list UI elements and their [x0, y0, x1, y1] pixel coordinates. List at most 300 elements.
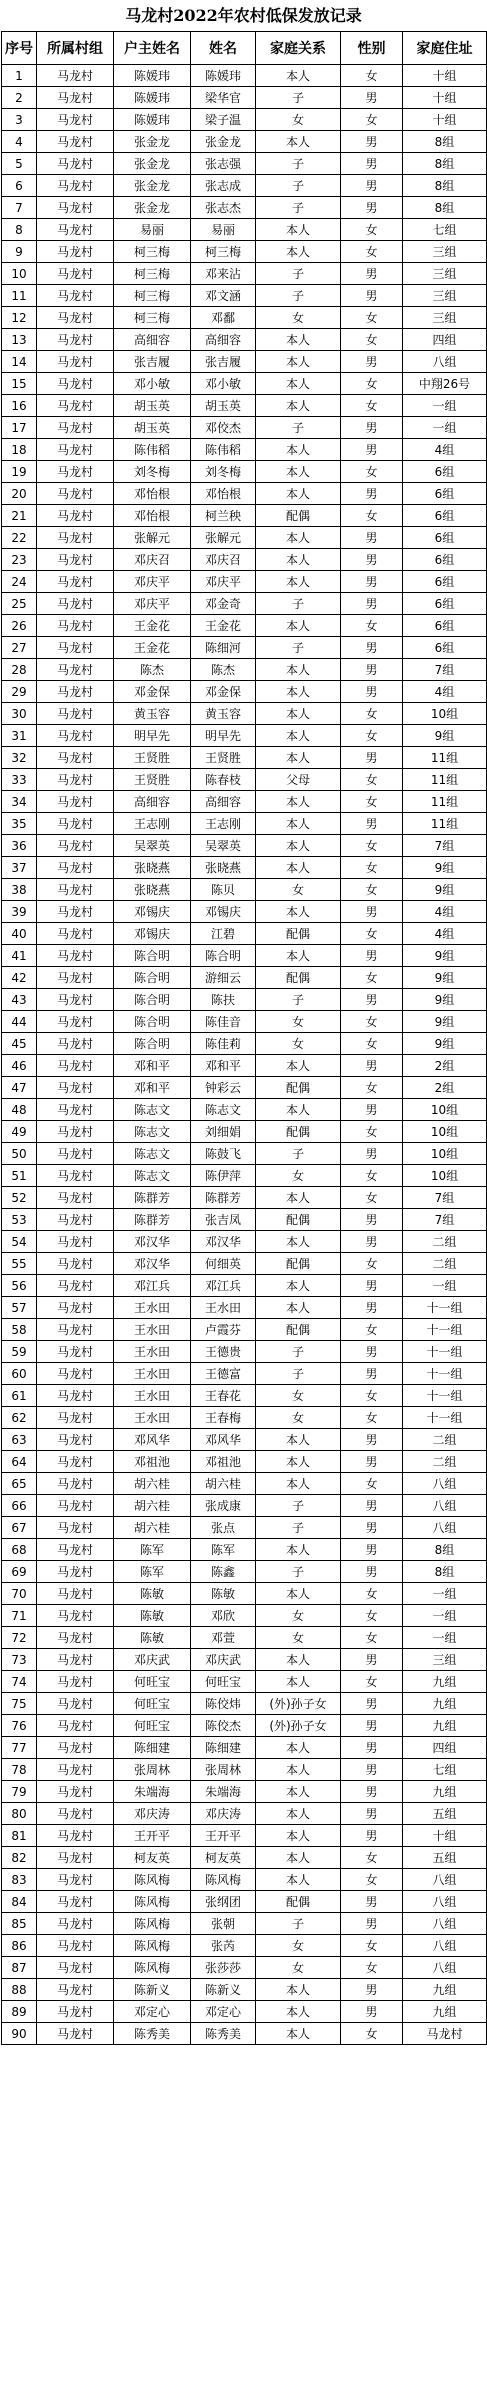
table-row	[2, 329, 487, 351]
table-row	[2, 505, 487, 527]
cell-gender: 女	[341, 1121, 403, 1143]
cell-gender: 女	[341, 461, 403, 483]
cell-name: 陈佳音	[191, 1011, 256, 1033]
cell-relation: 本人	[256, 65, 341, 87]
cell-address: 8组	[403, 175, 487, 197]
cell-seq: 43	[2, 989, 37, 1011]
cell-seq: 48	[2, 1099, 37, 1121]
cell-householder: 柯友英	[114, 1847, 191, 1869]
cell-village-group: 马龙村	[37, 1451, 114, 1473]
cell-address: 八组	[403, 1473, 487, 1495]
cell-village-group: 马龙村	[37, 1429, 114, 1451]
cell-village-group: 马龙村	[37, 901, 114, 923]
cell-name: 邓祖池	[191, 1451, 256, 1473]
cell-gender: 女	[341, 1011, 403, 1033]
cell-name: 陈佼杰	[191, 1715, 256, 1737]
cell-gender: 男	[341, 549, 403, 571]
cell-address: 十组	[403, 87, 487, 109]
table-row	[2, 1825, 487, 1847]
cell-seq: 72	[2, 1627, 37, 1649]
table-row	[2, 1649, 487, 1671]
cell-village-group: 马龙村	[37, 1891, 114, 1913]
cell-householder: 陈风梅	[114, 1913, 191, 1935]
cell-seq: 17	[2, 417, 37, 439]
cell-name: 陈细河	[191, 637, 256, 659]
cell-householder: 邓庆平	[114, 571, 191, 593]
cell-seq: 61	[2, 1385, 37, 1407]
cell-village-group: 马龙村	[37, 1363, 114, 1385]
cell-address: 八组	[403, 1869, 487, 1891]
cell-seq: 57	[2, 1297, 37, 1319]
cell-name: 刘细娟	[191, 1121, 256, 1143]
cell-gender: 男	[341, 1517, 403, 1539]
cell-village-group: 马龙村	[37, 747, 114, 769]
cell-address: 三组	[403, 307, 487, 329]
cell-village-group: 马龙村	[37, 351, 114, 373]
cell-householder: 张晓燕	[114, 879, 191, 901]
cell-householder: 胡玉英	[114, 417, 191, 439]
cell-householder: 陈志文	[114, 1143, 191, 1165]
cell-relation: 配偶	[256, 1209, 341, 1231]
cell-village-group: 马龙村	[37, 263, 114, 285]
cell-name: 陈杰	[191, 659, 256, 681]
cell-householder: 易丽	[114, 219, 191, 241]
cell-relation: 本人	[256, 527, 341, 549]
cell-relation: 本人	[256, 1759, 341, 1781]
cell-relation: 子	[256, 1495, 341, 1517]
cell-gender: 女	[341, 1627, 403, 1649]
cell-gender: 女	[341, 791, 403, 813]
cell-village-group: 马龙村	[37, 681, 114, 703]
cell-seq: 7	[2, 197, 37, 219]
cell-seq: 44	[2, 1011, 37, 1033]
cell-seq: 24	[2, 571, 37, 593]
cell-relation: 女	[256, 1935, 341, 1957]
table-row	[2, 2001, 487, 2023]
cell-seq: 1	[2, 65, 37, 87]
cell-village-group: 马龙村	[37, 615, 114, 637]
table-row	[2, 439, 487, 461]
cell-name: 邓江兵	[191, 1275, 256, 1297]
cell-householder: 张金龙	[114, 197, 191, 219]
cell-relation: 本人	[256, 1275, 341, 1297]
cell-village-group: 马龙村	[37, 175, 114, 197]
cell-address: 三组	[403, 241, 487, 263]
cell-householder: 陈伟稻	[114, 439, 191, 461]
cell-householder: 柯三梅	[114, 285, 191, 307]
cell-name: 张志成	[191, 175, 256, 197]
cell-seq: 5	[2, 153, 37, 175]
cell-village-group: 马龙村	[37, 131, 114, 153]
cell-householder: 张晓燕	[114, 857, 191, 879]
cell-householder: 王开平	[114, 1825, 191, 1847]
table-row	[2, 1759, 487, 1781]
page-title: 马龙村2022年农村低保发放记录	[125, 6, 362, 25]
cell-address: 8组	[403, 153, 487, 175]
cell-address: 三组	[403, 285, 487, 307]
cell-gender: 男	[341, 417, 403, 439]
cell-seq: 59	[2, 1341, 37, 1363]
cell-relation: 子	[256, 197, 341, 219]
table-row	[2, 945, 487, 967]
cell-relation: 本人	[256, 1583, 341, 1605]
cell-relation: 配偶	[256, 505, 341, 527]
cell-address: 三组	[403, 263, 487, 285]
table-row	[2, 901, 487, 923]
cell-address: 6组	[403, 461, 487, 483]
table-row	[2, 285, 487, 307]
cell-seq: 68	[2, 1539, 37, 1561]
cell-gender: 女	[341, 615, 403, 637]
cell-village-group: 马龙村	[37, 769, 114, 791]
cell-seq: 82	[2, 1847, 37, 1869]
cell-relation: 配偶	[256, 1121, 341, 1143]
cell-address: 十一组	[403, 1385, 487, 1407]
cell-householder: 陈合明	[114, 989, 191, 1011]
cell-seq: 54	[2, 1231, 37, 1253]
cell-householder: 陈志文	[114, 1121, 191, 1143]
cell-householder: 邓汉华	[114, 1231, 191, 1253]
table-row	[2, 263, 487, 285]
cell-householder: 陈媛玮	[114, 87, 191, 109]
cell-village-group: 马龙村	[37, 1957, 114, 1979]
cell-address: 9组	[403, 857, 487, 879]
cell-address: 十一组	[403, 1363, 487, 1385]
cell-address: 9组	[403, 967, 487, 989]
cell-householder: 邓定心	[114, 2001, 191, 2023]
cell-relation: 本人	[256, 1429, 341, 1451]
cell-address: 马龙村	[403, 2023, 487, 2045]
cell-gender: 女	[341, 505, 403, 527]
cell-householder: 高细容	[114, 791, 191, 813]
cell-name: 张纲团	[191, 1891, 256, 1913]
cell-address: 9组	[403, 1033, 487, 1055]
table-row	[2, 527, 487, 549]
cell-name: 钟彩云	[191, 1077, 256, 1099]
table-row	[2, 395, 487, 417]
cell-gender: 女	[341, 1671, 403, 1693]
cell-seq: 35	[2, 813, 37, 835]
cell-householder: 王水田	[114, 1341, 191, 1363]
cell-village-group: 马龙村	[37, 791, 114, 813]
cell-householder: 胡六桂	[114, 1517, 191, 1539]
table-row	[2, 87, 487, 109]
cell-address: 9组	[403, 725, 487, 747]
cell-householder: 王贤胜	[114, 747, 191, 769]
cell-relation: 本人	[256, 791, 341, 813]
cell-address: 四组	[403, 329, 487, 351]
cell-village-group: 马龙村	[37, 2023, 114, 2045]
cell-gender: 男	[341, 351, 403, 373]
cell-householder: 张金龙	[114, 131, 191, 153]
cell-seq: 39	[2, 901, 37, 923]
cell-householder: 陈秀美	[114, 2023, 191, 2045]
cell-relation: 本人	[256, 549, 341, 571]
cell-householder: 明早先	[114, 725, 191, 747]
cell-relation: 本人	[256, 571, 341, 593]
table-row	[2, 703, 487, 725]
cell-name: 邓欣	[191, 1605, 256, 1627]
cell-seq: 52	[2, 1187, 37, 1209]
cell-gender: 男	[341, 659, 403, 681]
cell-address: 九组	[403, 1671, 487, 1693]
cell-village-group: 马龙村	[37, 593, 114, 615]
cell-seq: 51	[2, 1165, 37, 1187]
cell-relation: (外)孙子女	[256, 1693, 341, 1715]
cell-village-group: 马龙村	[37, 571, 114, 593]
cell-relation: 本人	[256, 725, 341, 747]
cell-address: 11组	[403, 791, 487, 813]
cell-village-group: 马龙村	[37, 1737, 114, 1759]
header-gender: 性别	[341, 32, 403, 65]
cell-householder: 王水田	[114, 1407, 191, 1429]
cell-name: 邓萱	[191, 1627, 256, 1649]
table-row	[2, 2023, 487, 2045]
cell-seq: 19	[2, 461, 37, 483]
cell-village-group: 马龙村	[37, 1781, 114, 1803]
table-row	[2, 1341, 487, 1363]
cell-relation: 子	[256, 175, 341, 197]
cell-gender: 男	[341, 593, 403, 615]
cell-name: 陈伟稻	[191, 439, 256, 461]
cell-address: 9组	[403, 879, 487, 901]
cell-name: 王贤胜	[191, 747, 256, 769]
cell-village-group: 马龙村	[37, 879, 114, 901]
cell-name: 邓佼杰	[191, 417, 256, 439]
cell-name: 张晓燕	[191, 857, 256, 879]
cell-address: 4组	[403, 681, 487, 703]
cell-address: 二组	[403, 1451, 487, 1473]
cell-address: 十一组	[403, 1319, 487, 1341]
cell-name: 王德贵	[191, 1341, 256, 1363]
table-row	[2, 1055, 487, 1077]
cell-householder: 柯三梅	[114, 241, 191, 263]
cell-village-group: 马龙村	[37, 1011, 114, 1033]
cell-relation: 本人	[256, 1473, 341, 1495]
cell-relation: 本人	[256, 219, 341, 241]
cell-gender: 女	[341, 1077, 403, 1099]
cell-householder: 柯三梅	[114, 307, 191, 329]
table-row	[2, 1121, 487, 1143]
cell-name: 邓庆召	[191, 549, 256, 571]
cell-name: 梁华官	[191, 87, 256, 109]
table-row	[2, 1231, 487, 1253]
cell-address: 八组	[403, 1891, 487, 1913]
cell-address: 五组	[403, 1803, 487, 1825]
cell-relation: 女	[256, 1407, 341, 1429]
cell-seq: 79	[2, 1781, 37, 1803]
cell-village-group: 马龙村	[37, 1825, 114, 1847]
cell-village-group: 马龙村	[37, 549, 114, 571]
cell-gender: 女	[341, 1605, 403, 1627]
table-row	[2, 1517, 487, 1539]
cell-address: 2组	[403, 1077, 487, 1099]
table-row	[2, 1561, 487, 1583]
cell-address: 9组	[403, 989, 487, 1011]
cell-name: 梁子温	[191, 109, 256, 131]
cell-relation: 本人	[256, 1055, 341, 1077]
cell-address: 七组	[403, 219, 487, 241]
cell-gender: 女	[341, 2023, 403, 2045]
header-name: 姓名	[191, 32, 256, 65]
cell-householder: 张吉履	[114, 351, 191, 373]
cell-name: 邓金保	[191, 681, 256, 703]
table-row	[2, 1495, 487, 1517]
cell-gender: 男	[341, 1561, 403, 1583]
table-row	[2, 1165, 487, 1187]
cell-gender: 男	[341, 483, 403, 505]
cell-gender: 男	[341, 1055, 403, 1077]
cell-gender: 男	[341, 197, 403, 219]
cell-seq: 81	[2, 1825, 37, 1847]
cell-name: 陈细建	[191, 1737, 256, 1759]
cell-village-group: 马龙村	[37, 329, 114, 351]
cell-name: 陈秀美	[191, 2023, 256, 2045]
cell-village-group: 马龙村	[37, 637, 114, 659]
cell-name: 张解元	[191, 527, 256, 549]
cell-relation: 本人	[256, 1187, 341, 1209]
cell-relation: 本人	[256, 1781, 341, 1803]
cell-address: 八组	[403, 1913, 487, 1935]
cell-householder: 胡六桂	[114, 1473, 191, 1495]
cell-householder: 陈合明	[114, 967, 191, 989]
cell-address: 一组	[403, 1583, 487, 1605]
cell-relation: 本人	[256, 461, 341, 483]
table-row	[2, 175, 487, 197]
cell-gender: 男	[341, 747, 403, 769]
cell-seq: 37	[2, 857, 37, 879]
cell-address: 八组	[403, 1517, 487, 1539]
cell-seq: 28	[2, 659, 37, 681]
cell-householder: 陈志文	[114, 1099, 191, 1121]
cell-village-group: 马龙村	[37, 109, 114, 131]
cell-gender: 男	[341, 1429, 403, 1451]
cell-name: 高细容	[191, 329, 256, 351]
table-row	[2, 1209, 487, 1231]
cell-relation: 女	[256, 307, 341, 329]
cell-householder: 陈群芳	[114, 1209, 191, 1231]
table-row	[2, 1143, 487, 1165]
cell-relation: 本人	[256, 747, 341, 769]
cell-address: 二组	[403, 1231, 487, 1253]
cell-gender: 男	[341, 1363, 403, 1385]
cell-householder: 胡玉英	[114, 395, 191, 417]
cell-village-group: 马龙村	[37, 1231, 114, 1253]
header-address: 家庭住址	[403, 32, 487, 65]
cell-relation: 本人	[256, 1297, 341, 1319]
cell-relation: 本人	[256, 681, 341, 703]
cell-seq: 86	[2, 1935, 37, 1957]
cell-gender: 男	[341, 1209, 403, 1231]
cell-gender: 男	[341, 1539, 403, 1561]
cell-name: 邓风华	[191, 1429, 256, 1451]
cell-householder: 高细容	[114, 329, 191, 351]
cell-gender: 女	[341, 241, 403, 263]
cell-village-group: 马龙村	[37, 373, 114, 395]
cell-name: 陈群芳	[191, 1187, 256, 1209]
cell-address: 8组	[403, 131, 487, 153]
cell-name: 陈敏	[191, 1583, 256, 1605]
table-row	[2, 725, 487, 747]
cell-relation: 本人	[256, 241, 341, 263]
cell-seq: 85	[2, 1913, 37, 1935]
cell-gender: 男	[341, 1825, 403, 1847]
cell-gender: 女	[341, 835, 403, 857]
cell-seq: 42	[2, 967, 37, 989]
header-householder: 户主姓名	[114, 32, 191, 65]
cell-village-group: 马龙村	[37, 1693, 114, 1715]
cell-address: 8组	[403, 197, 487, 219]
cell-address: 十组	[403, 65, 487, 87]
cell-name: 柯友英	[191, 1847, 256, 1869]
cell-seq: 11	[2, 285, 37, 307]
cell-seq: 16	[2, 395, 37, 417]
cell-name: 胡玉英	[191, 395, 256, 417]
cell-seq: 84	[2, 1891, 37, 1913]
cell-gender: 女	[341, 1165, 403, 1187]
cell-village-group: 马龙村	[37, 1187, 114, 1209]
cell-householder: 邓怡根	[114, 483, 191, 505]
cell-address: 九组	[403, 1979, 487, 2001]
table-row	[2, 483, 487, 505]
cell-seq: 60	[2, 1363, 37, 1385]
cell-village-group: 马龙村	[37, 945, 114, 967]
cell-village-group: 马龙村	[37, 241, 114, 263]
cell-householder: 邓和平	[114, 1077, 191, 1099]
cell-relation: 本人	[256, 857, 341, 879]
cell-householder: 邓庆涛	[114, 1803, 191, 1825]
table-row	[2, 1935, 487, 1957]
cell-address: 7组	[403, 659, 487, 681]
cell-relation: 本人	[256, 373, 341, 395]
cell-village-group: 马龙村	[37, 1847, 114, 1869]
cell-village-group: 马龙村	[37, 1275, 114, 1297]
cell-village-group: 马龙村	[37, 703, 114, 725]
cell-name: 明早先	[191, 725, 256, 747]
cell-relation: 父母	[256, 769, 341, 791]
cell-relation: 女	[256, 1033, 341, 1055]
cell-name: 陈扶	[191, 989, 256, 1011]
cell-name: 邓定心	[191, 2001, 256, 2023]
cell-address: 7组	[403, 1209, 487, 1231]
cell-address: 八组	[403, 1957, 487, 1979]
cell-relation: 本人	[256, 131, 341, 153]
cell-householder: 王水田	[114, 1297, 191, 1319]
cell-relation: 本人	[256, 1649, 341, 1671]
cell-householder: 朱端海	[114, 1781, 191, 1803]
cell-householder: 何旺宝	[114, 1715, 191, 1737]
table-row	[2, 967, 487, 989]
cell-relation: 本人	[256, 945, 341, 967]
cell-village-group: 马龙村	[37, 1495, 114, 1517]
cell-gender: 女	[341, 879, 403, 901]
cell-relation: 女	[256, 1011, 341, 1033]
cell-village-group: 马龙村	[37, 1561, 114, 1583]
cell-seq: 77	[2, 1737, 37, 1759]
cell-gender: 男	[341, 813, 403, 835]
cell-gender: 女	[341, 703, 403, 725]
cell-seq: 83	[2, 1869, 37, 1891]
cell-relation: 子	[256, 1363, 341, 1385]
cell-name: 张吉凤	[191, 1209, 256, 1231]
cell-relation: 本人	[256, 1979, 341, 2001]
cell-relation: 配偶	[256, 1319, 341, 1341]
cell-seq: 80	[2, 1803, 37, 1825]
cell-address: 中翔26号	[403, 373, 487, 395]
cell-address: 6组	[403, 615, 487, 637]
cell-householder: 何旺宝	[114, 1693, 191, 1715]
cell-gender: 男	[341, 87, 403, 109]
